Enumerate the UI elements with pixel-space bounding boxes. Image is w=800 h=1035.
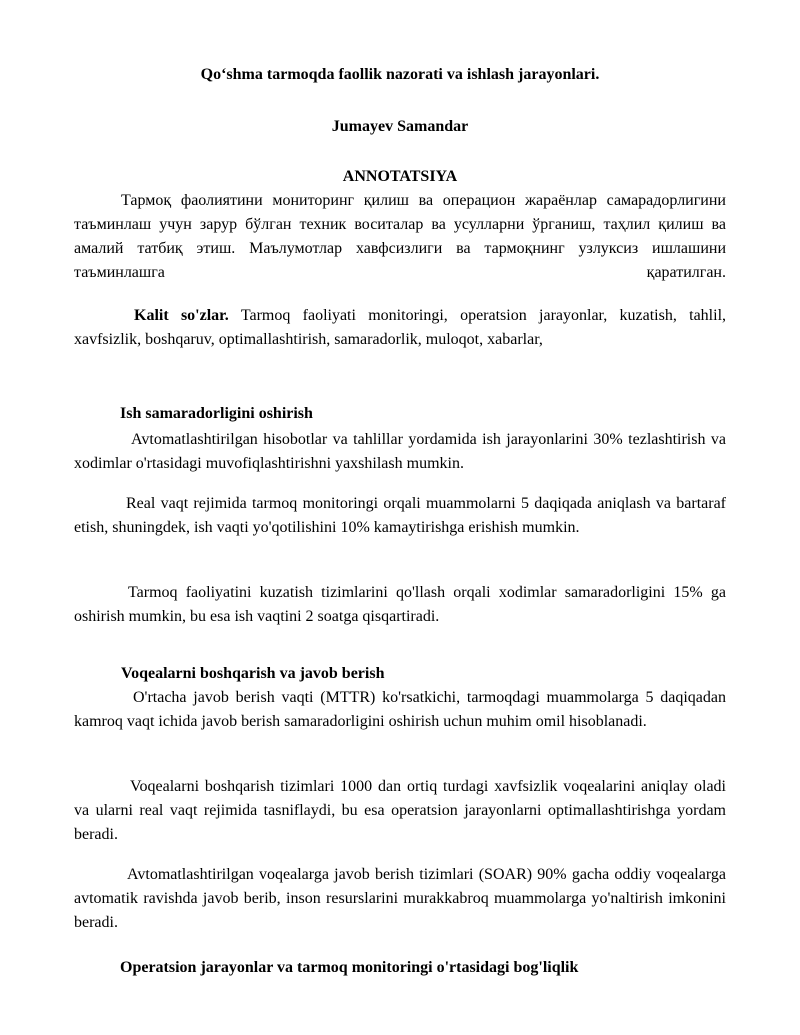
section-heading-incidents: Voqealarni boshqarish va javob berish — [121, 665, 385, 682]
document-title: Qoʻshma tarmoqda faollik nazorati va ishlash jarayonlari. — [200, 66, 600, 83]
section-heading-efficiency: Ish samaradorligini oshirish — [120, 405, 313, 422]
keywords-list: Tarmoq faoliyati monitoringi, operatsion jarayonlar, kuzatish, tahlil, xavfsizlik, boshqaruv, optimallashtirish, samaradorlik, muloqot, xabarlar, — [74, 307, 727, 348]
paragraph-efficiency-2: Real vaqt rejimida tarmoq monitoringi orqali muammolarni 5 daqiqada aniqlash va bartaraf etish, shuningdek, ish vaqti yo'qotilishini 10% kamaytirishga erishish mumkin. — [74, 495, 726, 536]
annotation-heading: ANNOTATSIYA — [342, 168, 458, 185]
keywords-paragraph — [74, 304, 726, 352]
paragraph-incidents-2: Voqealarni boshqarish tizimlari 1000 dan ortiq turdagi xavfsizlik voqealarini aniqlay oladi va ularni real vaqt rejimida tasniflaydi, bu esa operatsion jarayonlarni optimallashtirishga yordam beradi. — [74, 778, 726, 843]
paragraph-incidents-3: Avtomatlashtirilgan voqealarga javob berish tizimlari (SOAR) 90% gacha oddiy voqealarga avtomatik ravishda javob berib, inson resurslarini murakkabroq muammolarga yo'naltirish imkonini beradi. — [74, 866, 726, 931]
paragraph-efficiency-3: Tarmoq faoliyatini kuzatish tizimlarini qo'llash orqali xodimlar samaradorligini 15% ga oshirish mumkin, bu esa ish vaqtini 2 soatga qisqartiradi. — [74, 584, 726, 625]
paragraph-incidents-1: O'rtacha javob berish vaqti (MTTR) ko'rsatkichi, tarmoqdagi muammolarga 5 daqiqadan kamroq vaqt ichida javob berish samaradorligini oshirish uchun muhim omil hisoblanadi. — [74, 689, 726, 730]
section-heading-operations: Operatsion jarayonlar va tarmoq monitoringi o'rtasidagi bog'liqlik — [120, 959, 579, 976]
document-author: Jumayev Samandar — [331, 118, 469, 135]
paragraph-efficiency-1: Avtomatlashtirilgan hisobotlar va tahlillar yordamida ish jarayonlarini 30% tezlashtirish va xodimlar o'rtasidagi muvofiqlashtirishni yaxshilash mumkin. — [74, 431, 726, 472]
keywords-label: Kalit so'zlar. — [134, 307, 229, 324]
annotation-paragraph: Тармоқ фаолиятини мониторинг қилиш ва операцион жараёнлар самарадорлигини таъминлаш учун зарур бўлган техник воситалар ва усулларни ўрганиш, таҳлил қилиш ва амалий татбиқ этиш. Маълумотлар хавфсизлиги ва тармоқнинг узлуксиз ишлашини таъминлашга қаратилган. — [74, 192, 726, 281]
